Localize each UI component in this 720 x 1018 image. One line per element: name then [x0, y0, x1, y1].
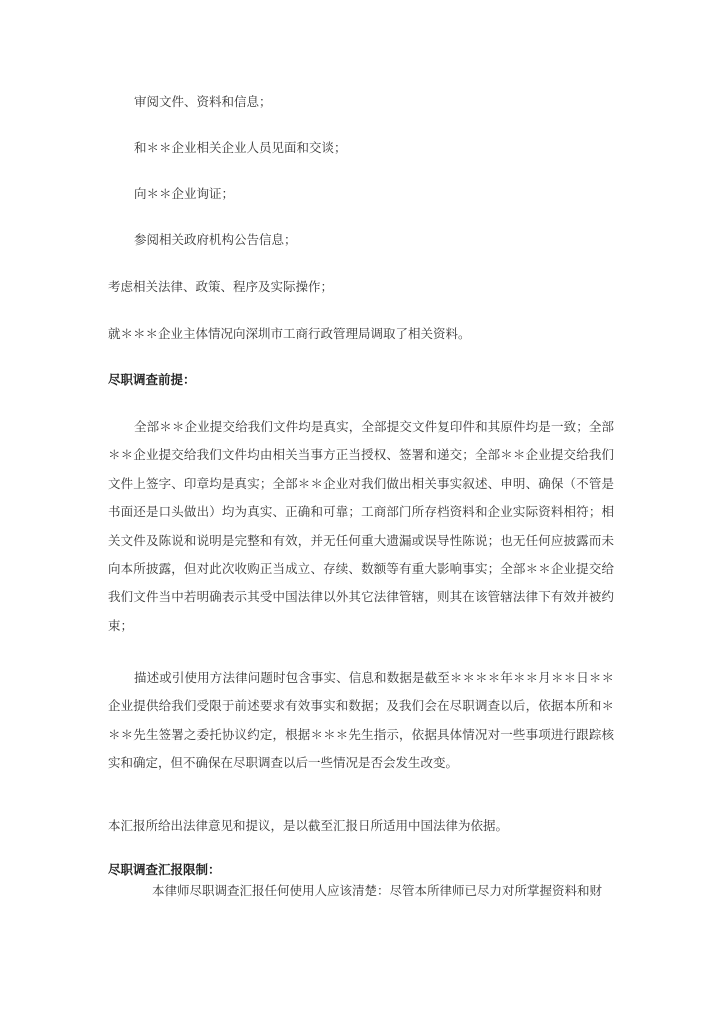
list-item: 和＊＊企业相关企业人员见面和交谈；: [134, 140, 347, 155]
section-heading-premise: 尽职调查前提：: [108, 372, 196, 387]
list-item: 就＊＊＊企业主体情况向深圳市工商行政管理局调取了相关资料。: [108, 326, 471, 341]
section-heading-limits: 尽职调查汇报限制：: [108, 862, 221, 877]
list-item: 考虑相关法律、政策、程序及实际操作；: [108, 279, 334, 294]
description-paragraph: 描述或引使用方法律问题时包含事实、信息和数据是截至＊＊＊＊年＊＊月＊＊日＊＊企业提供给我们受限于前述要求有效事实和数据；及我们会在尽职调查以后，依据本所和＊＊＊先生签署之委托协议约定，根据＊＊＊先生指示，依据具体情况对一些事项进行跟踪核实和确定，但不确保在尽职调查以后一些情况是否会发生改变。: [108, 670, 614, 771]
list-item: 向＊＊企业询证；: [134, 186, 235, 201]
list-item: 审阅文件、资料和信息；: [134, 94, 272, 109]
premise-paragraph: 全部＊＊企业提交给我们文件均是真实，全部提交文件复印件和其原件均是一致；全部＊＊企业提交给我们文件均由相关当事方正当授权、签署和递交；全部＊＊企业提交给我们文件上签字、印章均是真实；全部＊＊企业对我们做出相关事实叙述、申明、确保（不管是书面还是口头做出）均为真实、正确和可靠；工商部门所存档资料和企业实际资料相符；相关文件及陈说和说明是完整和有效，并无任何重大遗漏或误导性陈说；也无任何应披露而未向本所披露，但对此次收购正当成立、存续、数额等有重大影响事实；全部＊＊企业提交给我们文件当中若明确表示其受中国法律以外其它法律管辖，则其在该管辖法律下有效并被约束；: [108, 419, 614, 633]
basis-statement: 本汇报所给出法律意见和提议，是以截至汇报日所适用中国法律为依据。: [108, 818, 509, 833]
list-item: 参阅相关政府机构公告信息；: [134, 232, 297, 247]
limits-paragraph: 本律师尽职调查汇报任何使用人应该清楚：尽管本所律师已尽力对所掌握资料和财: [152, 883, 603, 898]
